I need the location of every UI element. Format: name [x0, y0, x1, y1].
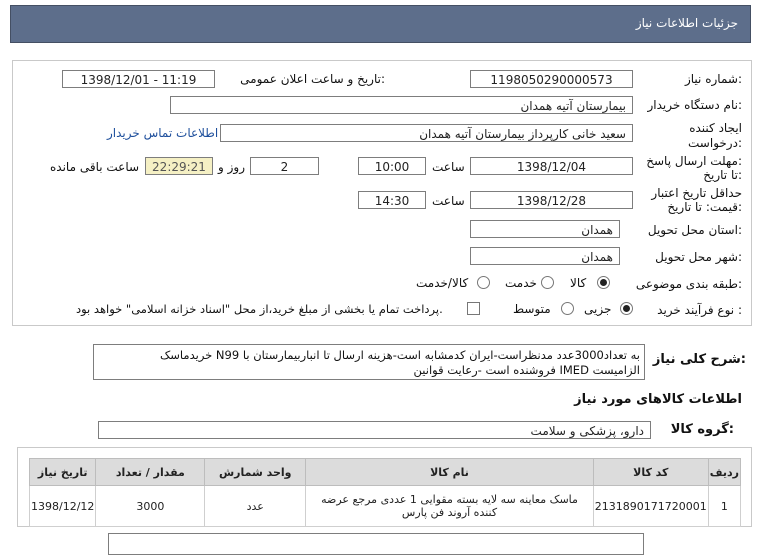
buyer-contact-link[interactable]: اطلاعات تماس خریدار — [107, 126, 219, 140]
cell-name — [306, 486, 594, 527]
process-radio-minor[interactable] — [620, 302, 633, 315]
category-radio-service[interactable] — [541, 276, 554, 289]
header-row-number: ردیف — [708, 459, 740, 486]
creator-label-2: درخواست: — [688, 136, 742, 150]
cell-row-number: 1 — [708, 486, 740, 527]
deadline-time-field: 10:00 — [358, 157, 426, 175]
process-option-medium: متوسط — [513, 302, 551, 316]
validity-label-1: حداقل تاریخ اعتبار — [651, 186, 742, 200]
process-option-minor: جزیی — [584, 302, 612, 316]
need-number-label: شماره نیاز: — [684, 72, 742, 86]
page-title: جزئیات اطلاعات نیاز — [635, 16, 738, 30]
deadline-date-field: 1398/12/04 — [470, 157, 633, 175]
category-option-goods-service: کالا/خدمت — [416, 276, 469, 290]
buyer-field: بیمارستان آتیه همدان — [170, 96, 633, 114]
goods-info-title: اطلاعات کالاهای مورد نیاز — [574, 392, 742, 407]
city-label: شهر محل تحویل: — [655, 250, 742, 264]
creator-field: سعید خانی کارپرداز بیمارستان آتیه همدان — [220, 124, 633, 142]
remaining-time-field: 22:29:21 — [145, 157, 213, 175]
payment-checkbox[interactable] — [467, 302, 480, 315]
province-label: استان محل تحویل: — [647, 223, 742, 237]
process-radio-medium[interactable] — [561, 302, 574, 315]
validity-date-field: 1398/12/28 — [470, 191, 633, 209]
header-unit: واحد شمارش — [205, 459, 306, 486]
items-table — [29, 458, 741, 527]
cell-date: 1398/12/12 — [30, 486, 96, 527]
category-radio-goods-service[interactable] — [477, 276, 490, 289]
goods-group-field: دارو، پزشکی و سلامت — [98, 421, 651, 439]
announce-field: 1398/12/01 - 11:19 — [62, 70, 215, 88]
validity-label-2: قیمت: تا تاریخ: — [667, 200, 742, 214]
process-label: نوع فرآیند خرید : — [657, 303, 742, 317]
remaining-label: ساعت باقی مانده — [50, 160, 140, 174]
table-header-row — [30, 459, 741, 486]
category-option-goods: کالا — [570, 276, 587, 290]
buyer-label: نام دستگاه خریدار: — [647, 98, 742, 112]
deadline-time-label: ساعت — [432, 160, 465, 174]
header-name: نام کالا — [306, 459, 594, 486]
category-label: طبقه بندی موضوعی: — [635, 277, 742, 291]
goods-group-label: گروه کالا: — [670, 422, 734, 437]
category-radio-goods[interactable] — [597, 276, 610, 289]
header-date: تاریخ نیاز — [30, 459, 96, 486]
creator-label-1: ایجاد کننده — [689, 121, 742, 135]
need-number-field: 1198050290000573 — [470, 70, 633, 88]
page-header — [10, 5, 751, 43]
cell-quantity: 3000 — [96, 486, 205, 527]
validity-time-field: 14:30 — [358, 191, 426, 209]
deadline-label-1: مهلت ارسال پاسخ: — [646, 154, 742, 168]
city-field: همدان — [470, 247, 620, 265]
description-line-1: خریدماسک N99 به تعداد3000عدد مدنظراست-ایران کدمشابه است-هزینه ارسال تا انباربیمارستان با — [159, 348, 640, 362]
deadline-label-2: تا تاریخ: — [703, 168, 742, 182]
days-label: روز و — [218, 160, 245, 174]
header-quantity: مقدار / تعداد — [96, 459, 205, 486]
description-line-2: فروشنده است -رعایت قوانین IMED الزامیست — [413, 363, 640, 377]
province-field: همدان — [470, 220, 620, 238]
cell-name-line-2: کننده آروند فن پارس — [401, 506, 498, 519]
cell-code: 2131890171720001 — [593, 486, 708, 527]
cell-name-line-1: ماسک معاینه سه لایه بسته مقوایی 1 عددی مرجع عرضه — [321, 493, 578, 506]
description-label: شرح کلی نیاز: — [652, 352, 746, 367]
announce-label: تاریخ و ساعت اعلان عمومی: — [240, 72, 385, 86]
cell-unit: عدد — [205, 486, 306, 527]
bottom-panel — [108, 533, 644, 555]
payment-note: پرداخت تمام یا بخشی از مبلغ خرید،از محل "اسناد خزانه اسلامی" خواهد بود. — [76, 302, 443, 316]
header-code: کد کالا — [593, 459, 708, 486]
days-field: 2 — [250, 157, 319, 175]
table-row[interactable] — [30, 486, 741, 527]
category-option-service: خدمت — [505, 276, 537, 290]
validity-time-label: ساعت — [432, 194, 465, 208]
